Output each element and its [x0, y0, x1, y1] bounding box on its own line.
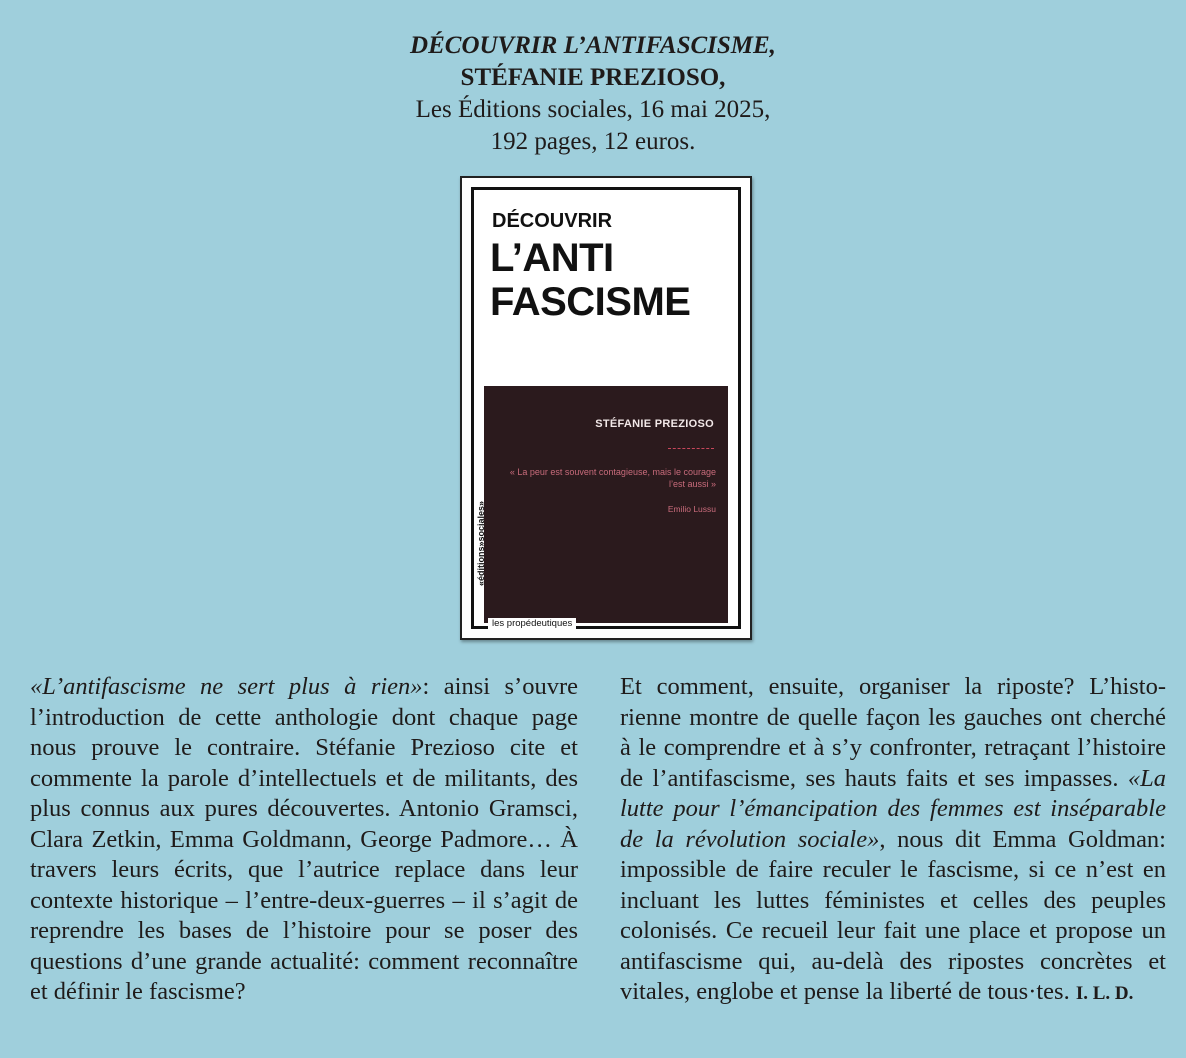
goldman-quote: «La lutte pour l’émancipation des femmes est inséparable de la révolution sociale»: [620, 764, 1166, 853]
cover-divider: [668, 448, 714, 449]
book-info-header: [0, 30, 1186, 158]
opening-quote: «L’antifascisme ne sert plus à rien»: [30, 673, 423, 700]
cover-dark-panel: [484, 386, 728, 623]
book-title: DÉCOUVRIR L’ANTIFASCISME,: [410, 32, 776, 59]
article-column-right: [620, 672, 1166, 1010]
cover-collection: les propédeutiques: [488, 618, 576, 629]
cover-author: STÉFANIE PREZIOSO: [595, 418, 714, 430]
article-column-left: [30, 672, 578, 1008]
cover-quote-author: Emilio Lussu: [667, 504, 716, 514]
cover-title-area: [474, 190, 738, 386]
book-author: STÉFANIE PREZIOSO,: [460, 64, 726, 91]
cover-title-line1: L’ANTI: [490, 236, 614, 280]
author-signature: I. L. D.: [1075, 983, 1134, 1004]
cover-publisher-logo: «éditions»sociales»: [476, 500, 486, 586]
right-body-text-1: Et comment, ensuite, organiser la riposte? L’historienne montre de quelle façon les gauches ont cherché à le comprendre et à s’y confronter, retraçant l’histoire de l’antifascisme, ses hauts faits et ses impasses.: [620, 673, 1166, 792]
article-paragraph-right: [620, 672, 1166, 1010]
publisher-line: Les Éditions sociales, 16 mai 2025,: [415, 96, 771, 123]
cover-title: [490, 236, 730, 324]
article-paragraph-left: [30, 672, 578, 1008]
right-body-text-2: , nous dit Emma Goldman: impossible de faire reculer le fascisme, si ce n’est en incluant les luttes féministes et celles des peuples colonisés. Ce recueil leur fait une place et propose un antifascisme qui, au-delà des ripostes concrètes et vitales, englobe et pense la liberté de tous·tes.: [620, 825, 1166, 1005]
cover-kicker: DÉCOUVRIR: [492, 210, 613, 232]
cover-frame: [471, 187, 741, 629]
book-details: 192 pages, 12 euros.: [490, 128, 696, 155]
book-cover: [460, 176, 752, 640]
cover-title-line2: FASCISME: [490, 280, 691, 324]
cover-quote: « La peur est souvent contagieuse, mais le courage l’est aussi »: [509, 467, 716, 489]
left-body-text: : ainsi s’ouvre l’introduction de cette anthologie dont chaque page nous prouve le contraire. Stéfanie Prezioso cite et commente la parole d’intellectuels et de militants, des plus connus aux pures découvertes. Antonio Gramsci, Clara Zetkin, Emma Goldmann, George Padmore… À travers leurs écrits, que l’autrice replace dans leur contexte historique – l’entre-deux-guerres – il s’agit de reprendre les bases de l’histoire pour se poser des questions d’une grande actualité: comment reconnaître et définir le fascisme?: [30, 673, 578, 1005]
